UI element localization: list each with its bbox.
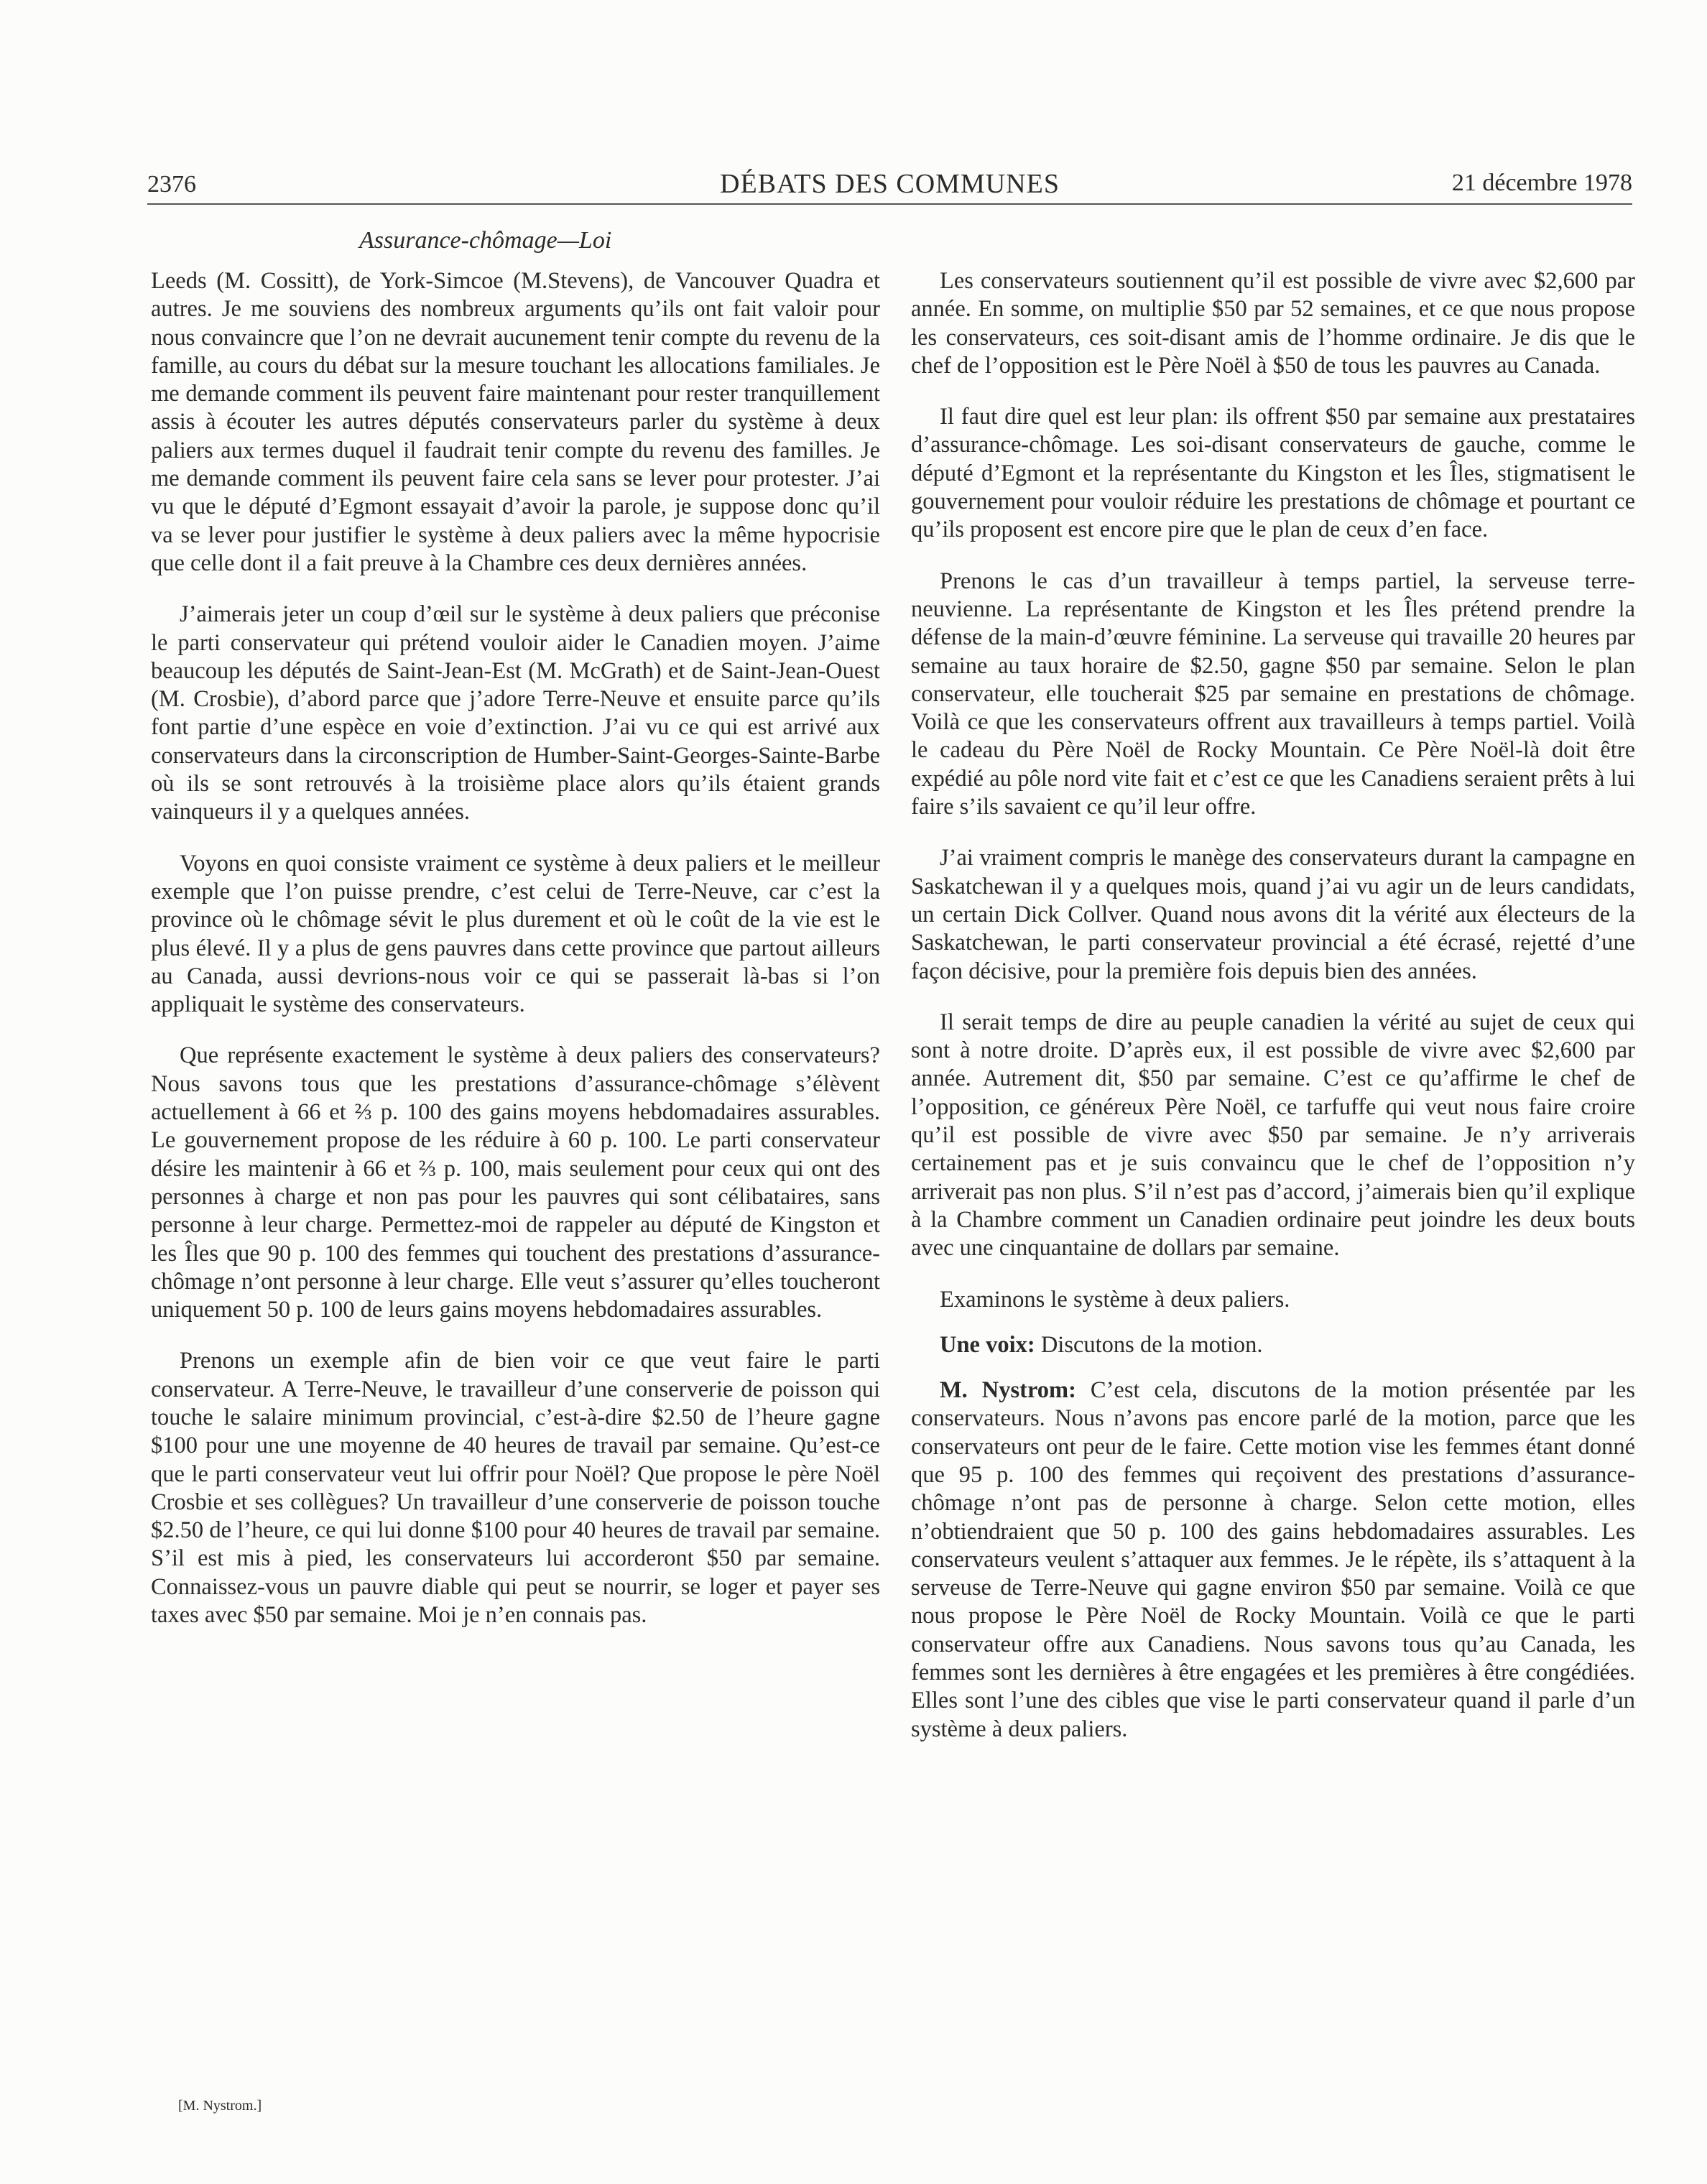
left-column	[151, 267, 880, 1652]
left-paragraph-2: J’aimerais jeter un coup d’œil sur le système à deux paliers que préconise le parti conservateur qui prétend vouloir aider le Canadien moyen. J’aime beaucoup les députés de Saint-Jean-Est (M. McGrath) et de Saint-Jean-Ouest (M. Crosbie), d’abord parce que j’adore Terre-Neuve et ensuite parce qu’ils font partie d’une espèce en voie d’extinction. J’ai vu ce qui est arrivé aux conservateurs dans la circonscription de Humber-Saint-Georges-Sainte-Barbe où ils se sont retrouvés à la troisième place alors qu’ils étaient grands vainqueurs il y a quelques années.	[151, 601, 880, 825]
right-paragraph-3: Prenons le cas d’un travailleur à temps partiel, la serveuse terre-neuvienne. La représentante de Kingston et les Îles prétend prendre la défense de la main-d’œuvre féminine. La serveuse qui travaille 20 heures par semaine au taux horaire de $2.50, gagne $50 par semaine. Selon le plan conservateur, elle toucherait $25 par semaine en prestations de chômage. Voilà ce que les conservateurs offrent aux travailleurs à temps partiel. Voilà le cadeau du Père Noël de Rocky Mountain. Ce Père Noël-là doit être expédié au pôle nord vite fait et c’est ce que les Canadiens seraient prêts à lui faire s’ils savaient ce qu’il leur offre.	[911, 568, 1635, 820]
left-paragraph-3: Voyons en quoi consiste vraiment ce système à deux paliers et le meilleur exemple que l’on puisse prendre, c’est celui de Terre-Neuve, car c’est la province où le chômage sévit le plus durement et où le coût de la vie est le plus élevé. Il y a plus de gens pauvres dans cette province que partout ailleurs au Canada, aussi devrions-nous voir ce qui se passerait là-bas si l’on appliquait le système des conservateurs.	[151, 850, 880, 1018]
speaker-footer-note: [M. Nystrom.]	[178, 2098, 262, 2114]
section-subtitle: Assurance-chômage—Loi	[359, 227, 612, 254]
right-paragraph-8	[911, 1376, 1635, 1744]
page-header	[147, 167, 1632, 207]
right-paragraph-1: Les conservateurs soutiennent qu’il est possible de vivre avec $2,600 par année. En somme, on multiplie $50 par 52 semaines, et ce que nous propose les conservateurs, ces soit-disant amis de l’homme ordinaire. Je dis que le chef de l’opposition est le Père Noël à $50 de tous les pauvres au Canada.	[911, 268, 1635, 379]
speaker-name: M. Nystrom:	[940, 1377, 1076, 1404]
page-number: 2376	[147, 171, 196, 198]
speech-text: Discutons de la motion.	[1035, 1331, 1263, 1358]
right-paragraph-2: Il faut dire quel est leur plan: ils offrent $50 par semaine aux prestataires d’assurance-chômage. Les soi-disant conservateurs de gauche, comme le député d’Egmont et la représentante du Kingston et les Îles, stigmatisent le gouvernement pour vouloir réduire les prestations de chômage et pourtant ce qu’ils proposent est encore pire que le plan de ceux d’en face.	[911, 404, 1635, 543]
header-rule	[147, 203, 1632, 205]
right-paragraph-6: Examinons le système à deux paliers.	[940, 1286, 1290, 1313]
right-paragraph-4: J’ai vraiment compris le manège des conservateurs durant la campagne en Saskatchewan il y a quelques mois, quand j’ai vu agir un de leurs candidats, un certain Dick Collver. Quand nous avons dit la vérité aux électeurs de la Saskatchewan, le parti conservateur provincial a été écrasé, rejetté d’une façon décisive, pour la première fois depuis bien des années.	[911, 845, 1635, 984]
publication-date: 21 décembre 1978	[1451, 170, 1632, 196]
left-paragraph-1: Leeds (M. Cossitt), de York-Simcoe (M.Stevens), de Vancouver Quadra et autres. Je me souviens des nombreux arguments qu’ils ont fait valoir pour nous convaincre que l’on ne devrait aucunement tenir compte du revenu de la famille, au cours du débat sur la mesure touchant les allocations familiales. Je me demande comment ils peuvent faire maintenant pour rester tranquillement assis à écouter les autres députés conservateurs parler du système à deux paliers aux termes duquel il faudrait tenir compte du revenu des familles. Je me demande comment ils peuvent faire cela sans se lever pour protester. J’ai vu que le député d’Egmont essayait d’avoir la parole, je suppose donc qu’il va se lever pour justifier le système à deux paliers avec la même hypocrisie que celle dont il a fait preuve à la Chambre ces deux dernières années.	[151, 268, 880, 576]
right-column	[911, 267, 1635, 1767]
speech-text: C’est cela, discutons de la motion présentée par les conservateurs. Nous n’avons pas encore parlé de la motion, parce que les conservateurs ont peur de le faire. Cette motion vise les femmes étant donné que 95 p. 100 des femmes qui reçoivent des prestations d’assurance-chômage n’ont pas de personne à charge. Selon cette motion, elles n’obtiendraient que 50 p. 100 des gains hebdomadaires assurables. Les conservateurs veulent s’attaquer aux femmes. Je le répète, ils s’attaquent à la serveuse de Terre-Neuve qui gagne environ $50 par semaine. Voilà ce que nous propose le Père Noël de Rocky Mountain. Voilà ce que le parti conservateur offre aux Canadiens. Nous savons tous qu’au Canada, les femmes sont les dernières à être engagées et les premières à être congédiées. Elles sont l’une des cibles que vise le parti conservateur quand il parle d’un système à deux paliers.	[911, 1377, 1635, 1742]
left-paragraph-4: Que représente exactement le système à deux paliers des conservateurs? Nous savons tous que les prestations d’assurance-chômage s’élèvent actuellement à 66 et ⅔ p. 100 des gains moyens hebdomadaires assurables. Le gouvernement propose de les réduire à 60 p. 100. Le parti conservateur désire les maintenir à 66 et ⅔ p. 100, mais seulement pour ceux qui ont des personnes à charge et non pas pour les pauvres qui sont célibataires, sans personne à leur charge. Permettez-moi de rappeler au député de Kingston et les Îles que 90 p. 100 des femmes qui touchent des prestations d’assurance-chômage n’ont personne à leur charge. Elle veut s’assurer qu’elles toucheront uniquement 50 p. 100 de leurs gains moyens hebdomadaires assurables.	[151, 1042, 880, 1323]
speaker-name: Une voix:	[940, 1331, 1035, 1358]
right-paragraph-5: Il serait temps de dire au peuple canadien la vérité au sujet de ceux qui sont à notre droite. D’après eux, il est possible de vivre avec $2,600 par année. Autrement dit, $50 par semaine. C’est ce qu’affirme le chef de l’opposition, ce généreux Père Noël, ce tarfuffe qui veut nous faire croire qu’il est possible de vivre avec $50 par semaine. Je n’y arriverais certainement pas et je suis convaincu que le chef de l’opposition n’y arriverait pas non plus. S’il n’est pas d’accord, j’aimerais bien qu’il explique à la Chambre comment un Canadien ordinaire peut joindre les deux bouts avec une cinquantaine de dollars par semaine.	[911, 1009, 1635, 1262]
publication-title: DÉBATS DES COMMUNES	[720, 169, 1060, 199]
right-paragraph-7	[911, 1331, 1635, 1359]
left-paragraph-5: Prenons un exemple afin de bien voir ce que veut faire le parti conservateur. A Terre-Neuve, le travailleur d’une conserverie de poisson qui touche le salaire minimum provincial, c’est-à-dire $2.50 de l’heure gagne $100 pour une une moyenne de 40 heures de travail par semaine. Qu’est-ce que le parti conservateur veut lui offrir pour Noël? Que propose le père Noël Crosbie et ses collègues? Un travailleur d’une conserverie de poisson touche $2.50 de l’heure, ce qui lui donne $100 pour 40 heures de travail par semaine. S’il est mis à pied, les conservateurs lui accorderont $50 par semaine. Connaissez-vous un pauvre diable qui peut se nourrir, se loger et payer ses taxes avec $50 par semaine. Moi je n’en connais pas.	[151, 1348, 880, 1629]
